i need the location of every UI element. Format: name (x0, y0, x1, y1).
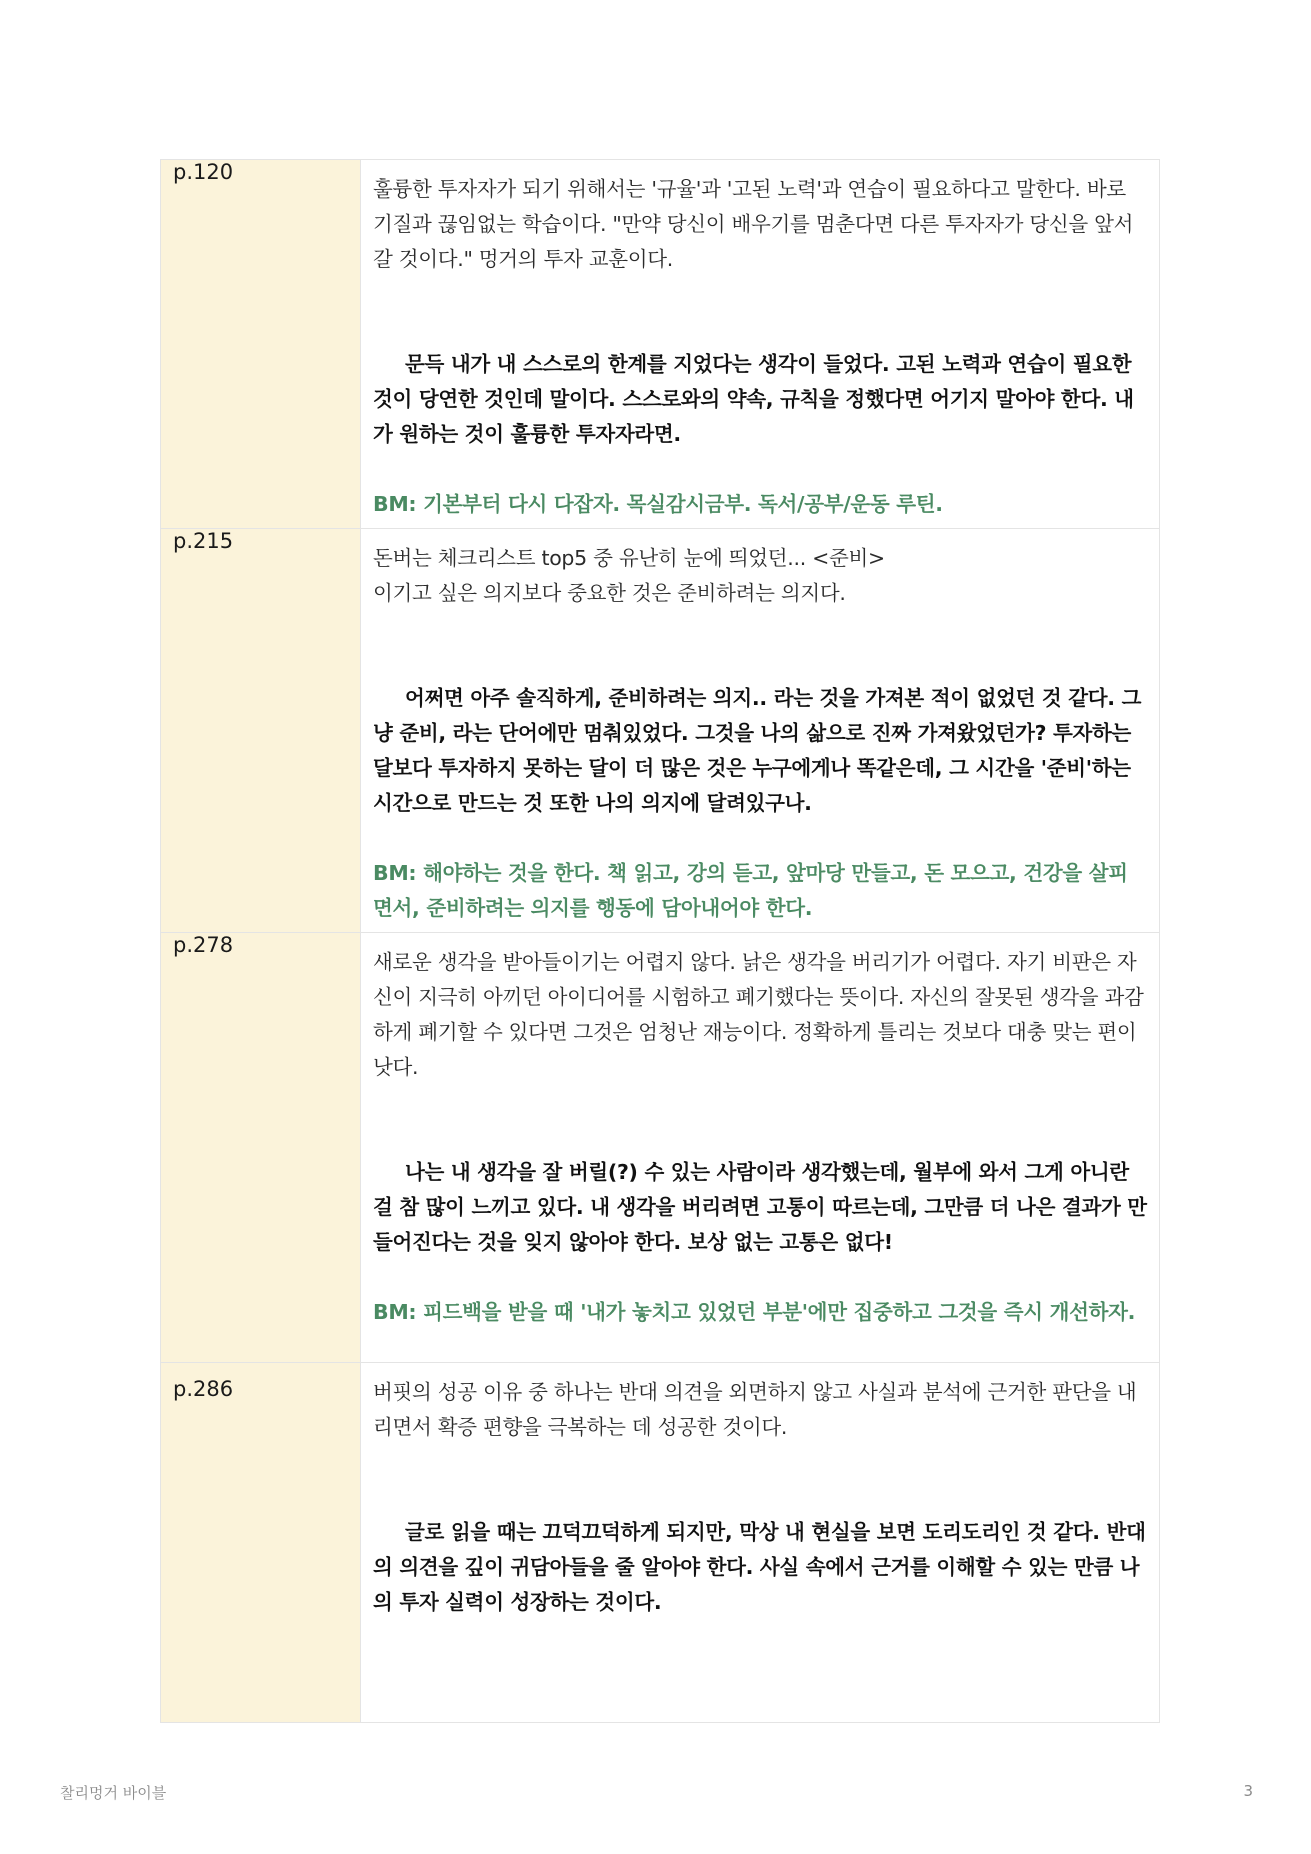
page-reference: p.286 (173, 1377, 234, 1401)
page-number-cell (161, 160, 361, 529)
page-reference: p.215 (173, 529, 234, 553)
book-quote: 버핏의 성공 이유 중 하나는 반대 의견을 외면하지 않고 사실과 분석에 근거한 판단을 내리면서 확증 편향을 극복하는 데 성공한 것이다. (373, 1380, 1137, 1439)
table-row (161, 160, 1160, 529)
note-cell (361, 1363, 1160, 1723)
document-footer-title: 찰리멍거 바이블 (60, 1784, 167, 1802)
note-cell (361, 933, 1160, 1363)
bm-action-item: BM: 기본부터 다시 다잡자. 목실감시금부. 독서/공부/운동 루틴. (373, 492, 943, 516)
book-quote (373, 541, 1147, 611)
personal-reflection: 글로 읽을 때는 끄덕끄덕하게 되지만, 막상 내 현실을 보면 도리도리인 것 같다. 반대의 의견을 깊이 귀담아들을 줄 알아야 한다. 사실 속에서 근거를 이해할 수 있는 만큼 나의 투자 실력이 성장하는 것이다. (373, 1520, 1146, 1614)
bm-action-item: BM: 피드백을 받을 때 '내가 놓치고 있었던 부분'에만 집중하고 그것을 즉시 개선하자. (373, 1300, 1136, 1324)
note-cell (361, 529, 1160, 933)
page-number-cell (161, 933, 361, 1363)
personal-reflection: 어쩌면 아주 솔직하게, 준비하려는 의지.. 라는 것을 가져본 적이 없었던 것 같다. 그냥 준비, 라는 단어에만 멈춰있었다. 그것을 나의 삶으로 진짜 가져왔었던가? 투자하는 달보다 투자하지 못하는 달이 더 많은 것은 누구에게나 똑같은데, 그 시간을 '준비'하는 시간으로 만드는 것 또한 나의 의지에 달려있구나. (373, 686, 1142, 815)
table-row (161, 529, 1160, 933)
quote-line: 돈버는 체크리스트 top5 중 유난히 눈에 띄었던... <준비> 이기고 싶은 의지보다 중요한 것은 준비하려는 의지다. (373, 546, 885, 605)
book-quote: 훌륭한 투자자가 되기 위해서는 '규율'과 '고된 노력'과 연습이 필요하다고 말한다. 바로 기질과 끊임없는 학습이다. "만약 당신이 배우기를 멈춘다면 다른 투자자가 당신을 앞서갈 것이다." 멍거의 투자 교훈이다. (373, 177, 1134, 271)
personal-reflection: 나는 내 생각을 잘 버릴(?) 수 있는 사람이라 생각했는데, 월부에 와서 그게 아니란 걸 참 많이 느끼고 있다. 내 생각을 버리려면 고통이 따르는데, 그만큼 더 나은 결과가 만들어진다는 것을 잊지 않아야 한다. 보상 없는 고통은 없다! (373, 1160, 1147, 1254)
table-row (161, 933, 1160, 1363)
page-reference: p.120 (173, 160, 234, 184)
footer-page-number: 3 (1243, 1782, 1253, 1800)
reading-notes-table (160, 159, 1160, 1723)
page-reference: p.278 (173, 933, 234, 957)
note-cell (361, 160, 1160, 529)
page-number-cell (161, 529, 361, 933)
table-row (161, 1363, 1160, 1723)
personal-reflection: 문득 내가 내 스스로의 한계를 지었다는 생각이 들었다. 고된 노력과 연습이 필요한 것이 당연한 것인데 말이다. 스스로와의 약속, 규칙을 정했다면 어기지 말아야 한다. 내가 원하는 것이 훌륭한 투자자라면. (373, 352, 1134, 446)
page-number-cell (161, 1363, 361, 1723)
bm-action-item: BM: 해야하는 것을 한다. 책 읽고, 강의 듣고, 앞마당 만들고, 돈 모으고, 건강을 살피면서, 준비하려는 의지를 행동에 담아내어야 한다. (373, 861, 1128, 920)
book-quote: 새로운 생각을 받아들이기는 어렵지 않다. 낡은 생각을 버리기가 어렵다. 자기 비판은 자신이 지극히 아끼던 아이디어를 시험하고 폐기했다는 뜻이다. 자신의 잘못된 생각을 과감하게 폐기할 수 있다면 그것은 엄청난 재능이다. 정확하게 틀리는 것보다 대충 맞는 편이 낫다. (373, 950, 1144, 1079)
